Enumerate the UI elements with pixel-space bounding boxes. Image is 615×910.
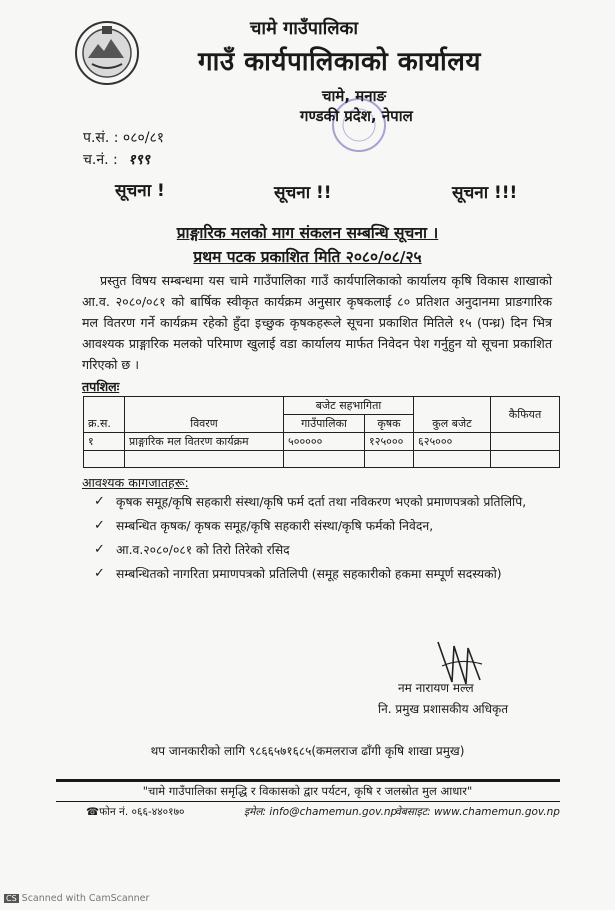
dispatch-value: १९९ bbox=[128, 152, 151, 168]
motto: "चामे गाउँपालिका समृद्धि र विकासको द्वार पर्यटन, कृषि र जलस्रोत मुल आधार" bbox=[142, 784, 473, 798]
footer-email: इमेल: info@chamemun.gov.np bbox=[244, 806, 398, 818]
documents-list bbox=[92, 490, 586, 586]
documents-label: आवश्यक कागजातहरू: bbox=[82, 475, 189, 490]
col-krishak-header: कृषक bbox=[365, 415, 414, 433]
contact-info: थप जानकारीको लागि ९८६६५७१६८५(कमलराज ढाँगी कृषि शाखा प्रमुख) bbox=[150, 744, 465, 758]
list-item: ✓ आ.व.२०८०/०८१ को तिरो तिरेको रसिद bbox=[116, 538, 586, 562]
notice-body: प्रस्तुत विषय सम्बन्धमा यस चामे गाउँपालिका गाउँ कार्यपालिकाको कार्यालय कृषि विकास शाखाको आ.व. २०८०/०८१ को बार्षिक स्वीकृत कार्यक्रम अनुसार कृषकलाई ८० प्रतिशत अनुदानमा प्राङगारिक मल वितरण गर्ने कार्यक्रम रहेको हुँदा इच्छुक कृषकहरूले सूचना प्रकाशित मितिले १५ (पन्ध्र) दिन भित्र आवश्यक प्राङ्गारिक मलको परिमाण खुलाई वडा कार्यालय मार्फत निवेदन पेश गर्नुहुन यो सूचना प्रकाशित गरिएको छ । bbox=[82, 273, 552, 372]
reference-number: प.सं. : ०८०/८१ bbox=[83, 130, 165, 146]
notice-word-1: सूचना ! bbox=[115, 181, 165, 201]
check-icon: ✓ bbox=[94, 566, 105, 581]
address-line-1: चामे, मनाङ bbox=[322, 87, 387, 105]
table-row bbox=[84, 433, 560, 451]
notice-word-2: सूचना !! bbox=[274, 183, 332, 203]
col-desc-header: विवरण bbox=[125, 397, 284, 433]
notice-word-3: सूचना !!! bbox=[452, 183, 518, 203]
footer-divider-thin bbox=[56, 801, 560, 802]
footer-phone: ☎फोन नं. ०६६-४४०१७० bbox=[86, 806, 185, 818]
col-gaupalika-header: गाउँपालिका bbox=[284, 415, 365, 433]
check-icon: ✓ bbox=[94, 518, 105, 533]
subject-line-1: प्राङ्गारिक मलको माग संकलन सम्बन्धि सूचना । bbox=[176, 224, 439, 242]
subject-line-2: प्रथम पटक प्रकाशित मिति २०८०/०८/२५ bbox=[193, 248, 422, 266]
check-icon: ✓ bbox=[94, 494, 105, 509]
col-remarks-header: कैफियत bbox=[491, 397, 560, 433]
check-icon: ✓ bbox=[94, 542, 105, 557]
list-item: ✓ कृषक समूह/कृषि सहकारी संस्था/कृषि फर्म दर्ता तथा नविकरण भएको प्रमाणपत्रको प्रतिलिपि, bbox=[116, 490, 586, 514]
cell-gaupalika: ५००००० bbox=[284, 433, 365, 451]
footer-website: वेबसाइट: www.chamemun.gov.np bbox=[395, 806, 560, 818]
cell-total: ६२५००० bbox=[414, 433, 491, 451]
camscanner-logo-icon: CS bbox=[6, 894, 17, 903]
office-subtitle: चामे गाउँपालिका bbox=[250, 18, 359, 39]
list-item: ✓ सम्बन्धितको नागरिता प्रमाणपत्रको प्रतिलिपी (समूह सहकारीको हकमा सम्पूर्ण सदस्यको) bbox=[116, 562, 586, 586]
signatory-title: नि. प्रमुख प्रशासकीय अधिकृत bbox=[378, 702, 509, 716]
cell-krishak: १२५००० bbox=[365, 433, 414, 451]
list-item: ✓ सम्बन्धित कृषक/ कृषक समूह/कृषि सहकारी संस्था/कृषि फर्मको निवेदन, bbox=[116, 514, 586, 538]
table-row bbox=[84, 451, 560, 468]
col-sn-header: क्र.स. bbox=[84, 397, 125, 433]
office-title: गाउँ कार्यपालिकाको कार्यालय bbox=[198, 47, 481, 77]
table-header-row bbox=[84, 397, 560, 415]
details-label: तपशिलः bbox=[82, 379, 120, 394]
address-line-2: गण्डकी प्रदेश, नेपाल bbox=[300, 107, 413, 125]
scanner-watermark: CS Scanned with CamScanner bbox=[6, 893, 150, 904]
signatory-name: नम नारायण मल्ल bbox=[398, 681, 474, 695]
cell-remarks bbox=[491, 433, 560, 451]
cell-sn: १ bbox=[84, 433, 125, 451]
col-total-header: कुल बजेट bbox=[414, 397, 491, 433]
budget-share-header: बजेट सहभागिता bbox=[284, 397, 414, 415]
dispatch-label: च.नं. : bbox=[83, 152, 118, 168]
government-emblem-icon bbox=[74, 20, 140, 86]
footer-divider bbox=[56, 779, 560, 782]
cell-desc: प्राङ्गारिक मल वितरण कार्यक्रम bbox=[125, 433, 284, 451]
budget-table bbox=[83, 396, 560, 468]
dispatch-number bbox=[83, 150, 150, 169]
